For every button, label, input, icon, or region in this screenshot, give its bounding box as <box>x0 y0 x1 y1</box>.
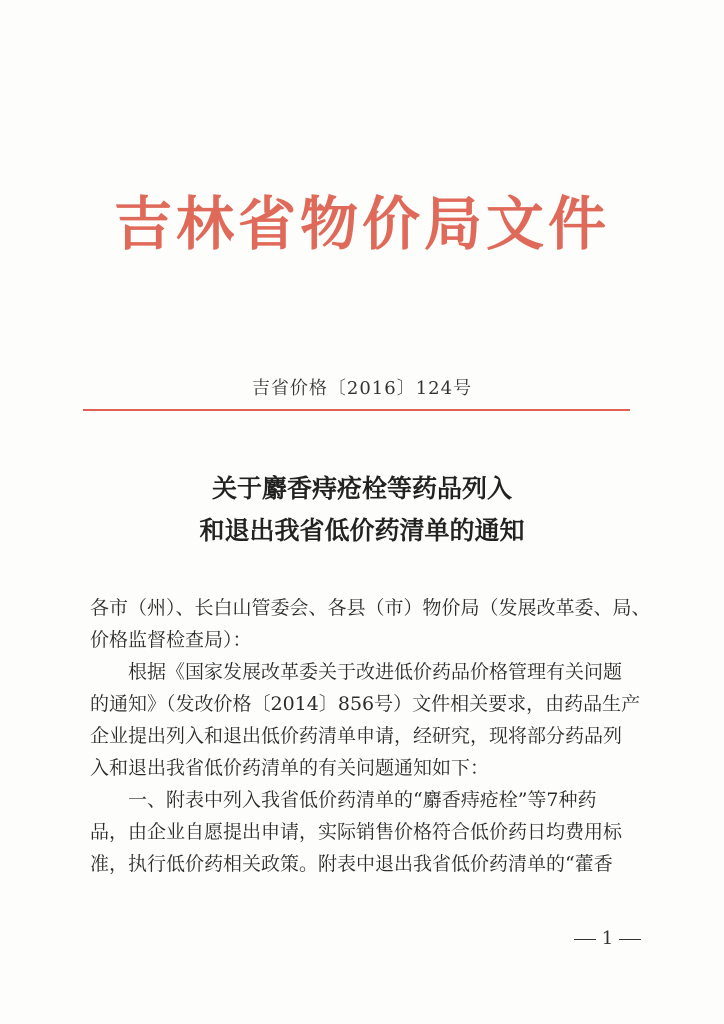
document-header-title: 吉林省物价局文件 <box>113 190 610 258</box>
body-line-addressee-2: 价格监督检查局）： <box>90 629 252 651</box>
notice-title <box>0 468 724 552</box>
body-line-paragraph-1: 根据《国家发展改革委关于改进低价药品价格管理有关问题 <box>128 661 623 683</box>
page-number <box>574 928 641 949</box>
notice-title-line-1: 关于麝香痔疮栓等药品列入 <box>211 474 512 503</box>
page-number-dash-left <box>574 939 596 940</box>
body-line-paragraph-1d: 入和退出我省低价药清单的有关问题通知如下： <box>90 757 490 779</box>
notice-body <box>90 592 650 880</box>
document-number: 吉省价格〔2016〕124号 <box>251 378 473 399</box>
body-line-item-1: 一、附表中列入我省低价药清单的“麝香痔疮栓”等7种药 <box>128 789 597 811</box>
body-line-item-1c: 准，执行低价药相关政策。附表中退出我省低价药清单的“藿香 <box>90 853 613 875</box>
body-line-paragraph-1b: 的通知》（发改价格〔2014〕856号）文件相关要求，由药品生产 <box>90 693 641 715</box>
body-line-addressee-1: 各市（州）、长白山管委会、各县（市）物价局（发展改革委、局、 <box>90 597 651 619</box>
notice-title-line-2: 和退出我省低价药清单的通知 <box>199 516 525 545</box>
red-separator-line <box>83 409 630 411</box>
page-number-dash-right <box>619 939 641 940</box>
body-line-paragraph-1c: 企业提出列入和退出低价药清单申请，经研究，现将部分药品列 <box>90 725 623 747</box>
body-line-item-1b: 品，由企业自愿提出申请，实际销售价格符合低价药日均费用标 <box>90 821 623 843</box>
page-number-value: 1 <box>601 928 614 949</box>
